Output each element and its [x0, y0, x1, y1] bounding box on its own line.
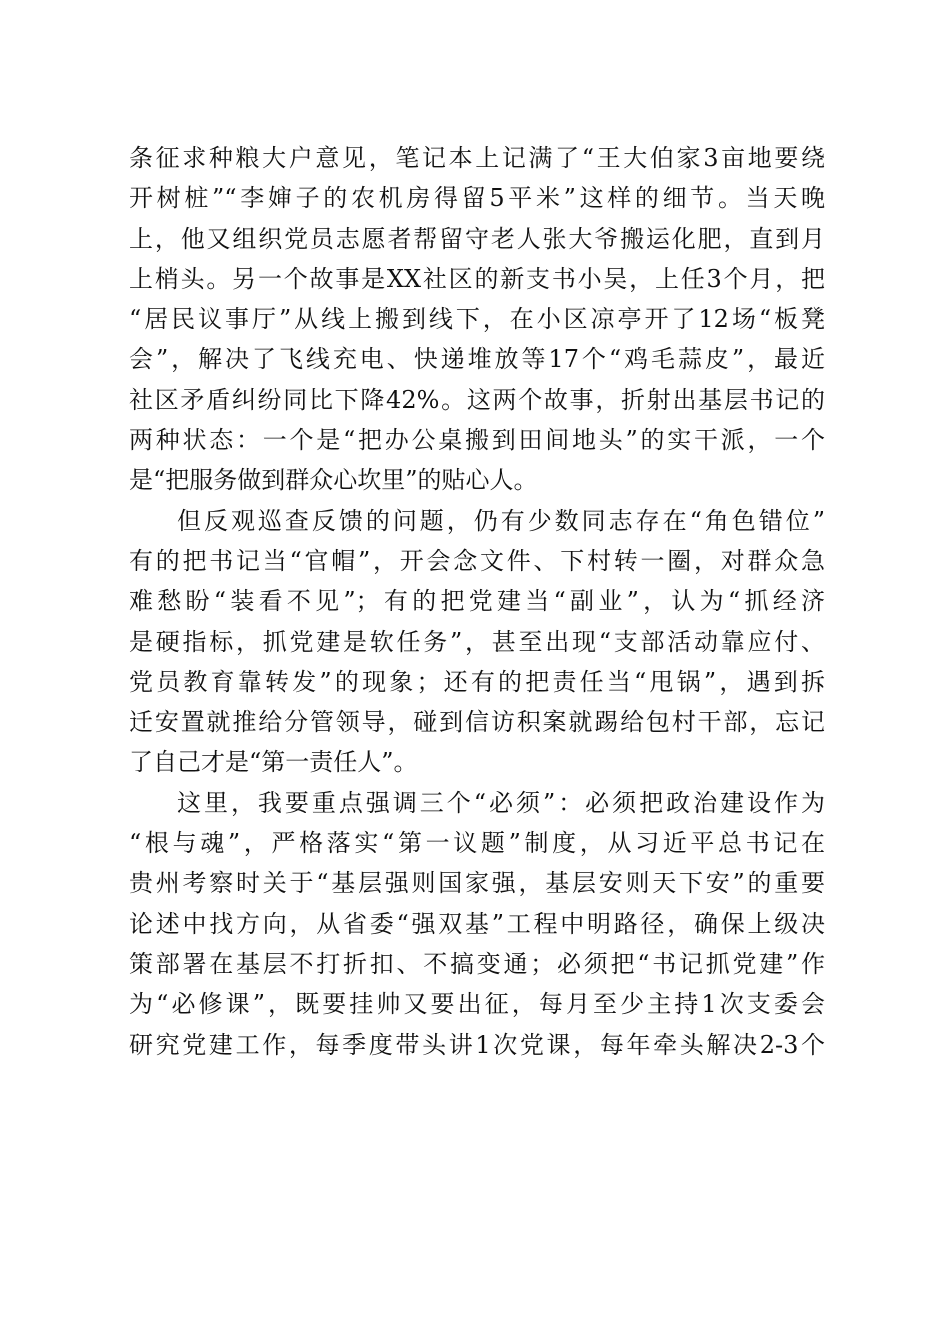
text-line: 上梢头。另一个故事是XX社区的新支书小吴，上任3个月，把 — [129, 264, 825, 293]
text-line: “根与魂”，严格落实“第一议题”制度，从习近平总书记在 — [129, 829, 825, 858]
text-line: 条征求种粮大户意见，笔记本上记满了“王大伯家3亩地要绕 — [129, 144, 825, 172]
text-line: 两种状态：一个是“把办公桌搬到田间地头”的实干派，一个 — [129, 426, 825, 455]
text-line: 了自己才是“第一责任人”。 — [129, 748, 418, 777]
text-line: 论述中找方向，从省委“强双基”工程中明路径，确保上级决 — [129, 909, 825, 938]
paragraph-start-line: 这里，我要重点强调三个“必须”：必须把政治建设作为 — [177, 788, 825, 817]
text-line: 策部署在基层不打折扣、不搞变通；必须把“书记抓党建”作 — [129, 949, 825, 978]
document-body — [129, 138, 825, 1065]
text-line: 党员教育靠转发”的现象；还有的把责任当“甩锅”，遇到拆 — [129, 667, 825, 696]
text-line: 难愁盼“装看不见”；有的把党建当“副业”，认为“抓经济 — [129, 587, 825, 616]
paragraph-start-line: 但反观巡查反馈的问题，仍有少数同志存在“角色错位” — [177, 506, 825, 535]
text-line: 是硬指标，抓党建是软任务”，甚至出现“支部活动靠应付、 — [129, 627, 825, 656]
text-line: 贵州考察时关于“基层强则国家强，基层安则天下安”的重要 — [129, 869, 825, 898]
text-line: 研究党建工作，每季度带头讲1次党课，每年牵头解决2-3个 — [129, 1030, 825, 1059]
text-line: “居民议事厅”从线上搬到线下，在小区凉亭开了12场“板凳 — [129, 305, 825, 334]
text-line: 开树桩”“李婶子的农机房得留5平米”这样的细节。当天晚 — [129, 184, 825, 213]
text-line: 上，他又组织党员志愿者帮留守老人张大爷搬运化肥，直到月 — [129, 224, 825, 253]
text-line: 为“必修课”，既要挂帅又要出征，每月至少主持1次支委会 — [129, 990, 825, 1019]
text-line: 是“把服务做到群众心坎里”的贴心人。 — [129, 466, 538, 495]
text-line: 会”，解决了飞线充电、快递堆放等17个“鸡毛蒜皮”，最近 — [129, 345, 825, 374]
text-line: 有的把书记当“官帽”，开会念文件、下村转一圈，对群众急 — [129, 546, 825, 575]
text-line: 社区矛盾纠纷同比下降42%。这两个故事，折射出基层书记的 — [129, 385, 825, 414]
text-line: 迁安置就推给分管领导，碰到信访积案就踢给包村干部，忘记 — [129, 708, 825, 737]
